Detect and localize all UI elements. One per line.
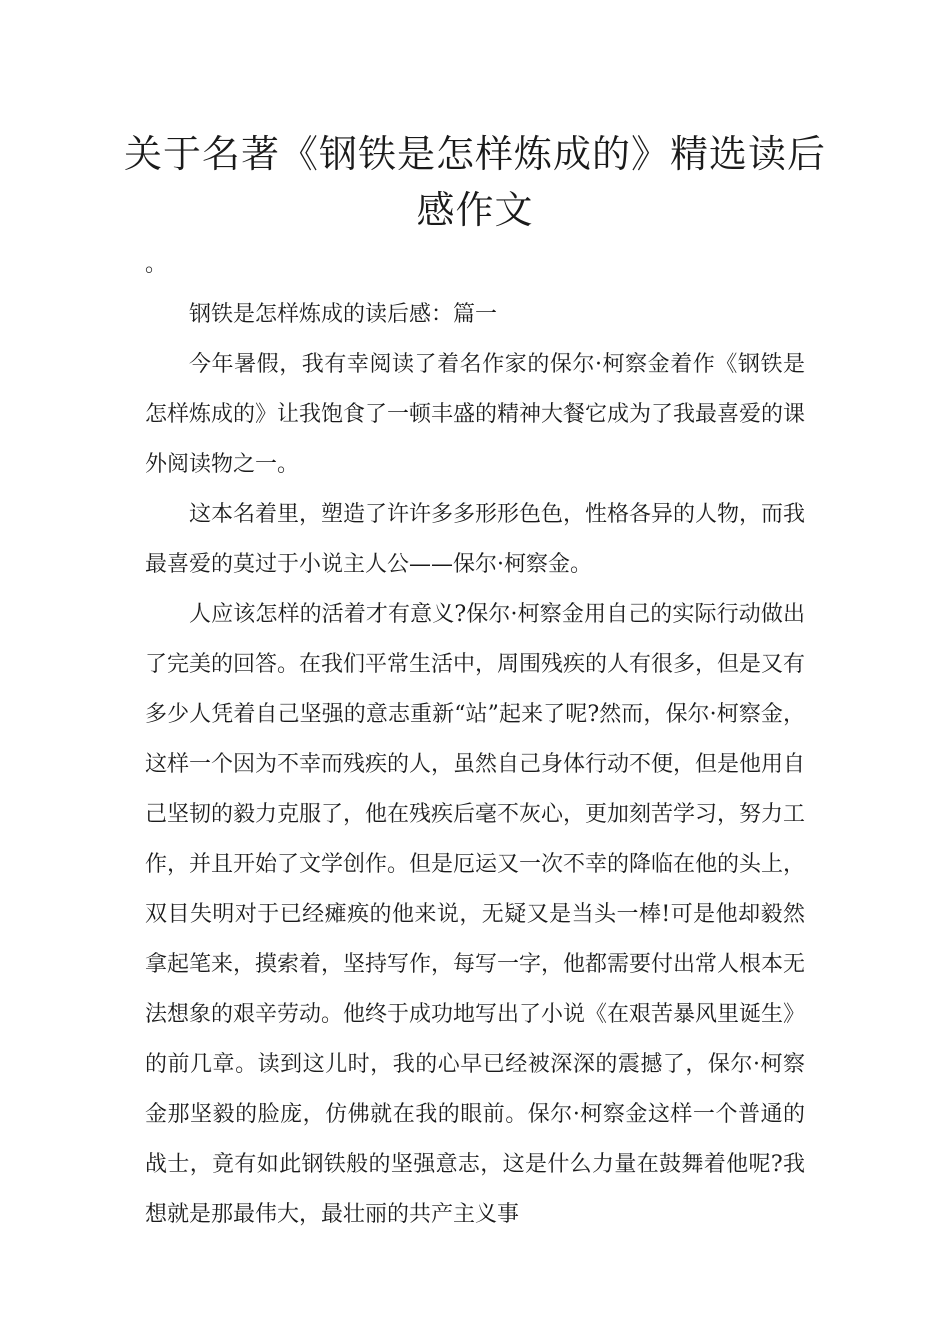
body-paragraph: 这本名着里，塑造了许许多多形形色色，性格各异的人物，而我最喜爱的莫过于小说主人公——保尔·柯察金。 [145, 502, 806, 577]
document-body [145, 240, 805, 1240]
body-paragraph: 人应该怎样的活着才有意义?保尔·柯察金用自己的实际行动做出了完美的回答。在我们平常生活中，周围残疾的人有很多，但是又有多少人凭着自己坚强的意志重新“站”起来了呢?然而，保尔·柯察金，这样一个因为不幸而残疾的人，虽然自己身体行动不便，但是他用自己坚韧的毅力克服了，他在残疾后毫不灰心，更加刻苦学习，努力工作，并且开始了文学创作。但是厄运又一次不幸的降临在他的头上，双目失明对于已经瘫痪的他来说，无疑又是当头一棒!可是他却毅然拿起笔来，摸索着，坚持写作，每写一字，他都需要付出常人根本无法想象的艰辛劳动。他终于成功地写出了小说《在艰苦暴风里诞生》的前几章。读到这儿时，我的心早已经被深深的震撼了，保尔·柯察金那坚毅的脸庞，仿佛就在我的眼前。保尔·柯察金这样一个普通的战士，竟有如此钢铁般的坚强意志，这是什么力量在鼓舞着他呢?我想就是那最伟大，最壮丽的共产主义事 [145, 602, 806, 1227]
document-title: 关于名著《钢铁是怎样炼成的》精选读后感作文 [123, 132, 826, 232]
section-heading: 钢铁是怎样炼成的读后感：篇一 [189, 302, 498, 327]
body-paragraph: 。 [145, 252, 168, 277]
body-paragraph: 今年暑假，我有幸阅读了着名作家的保尔·柯察金着作《钢铁是怎样炼成的》让我饱食了一顿丰盛的精神大餐它成为了我最喜爱的课外阅读物之一。 [145, 352, 806, 477]
